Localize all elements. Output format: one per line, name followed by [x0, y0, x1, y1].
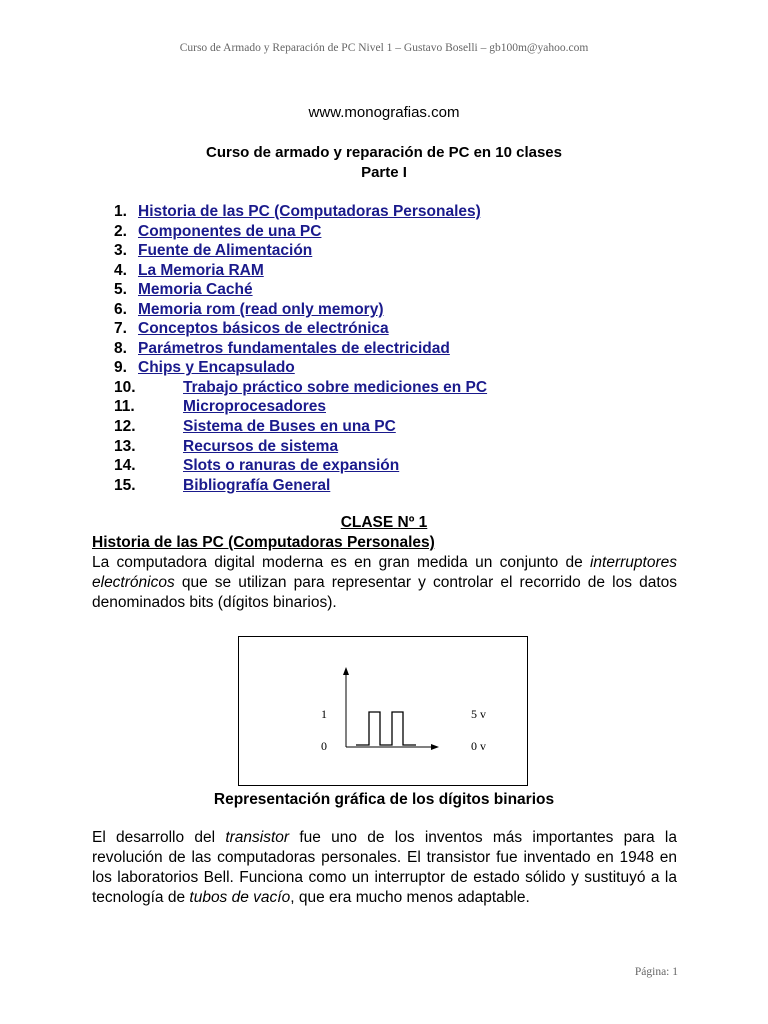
section-title: Historia de las PC (Computadoras Personales) — [92, 534, 435, 551]
toc-item — [114, 319, 389, 339]
toc-item — [114, 241, 313, 261]
transistor-emphasis: transistor — [225, 829, 290, 846]
toc-number: 5. — [114, 281, 127, 299]
intro-text-b: que se utilizan para representar y controlar el recorrido de los datos denominados bits (dígitos binarios). — [92, 574, 677, 611]
toc-link[interactable]: Componentes de una PC — [138, 222, 322, 240]
toc-item — [114, 456, 400, 476]
page-number: Página: 1 — [634, 966, 678, 978]
transistor-text-a: El desarrollo del — [92, 829, 226, 846]
transistor-text-c: , que era mucho menos adaptable. — [290, 889, 530, 906]
course-title-line2: Parte I — [361, 164, 407, 181]
toc-link[interactable]: Sistema de Buses en una PC — [183, 418, 396, 436]
toc-item — [114, 378, 488, 398]
toc-item — [114, 202, 481, 222]
toc-link[interactable]: Historia de las PC (Computadoras Personales) — [138, 203, 481, 220]
square-wave-signal — [356, 712, 416, 745]
label-0v: 0 v — [471, 739, 486, 753]
label-one: 1 — [321, 707, 327, 721]
y-axis-arrow — [343, 667, 349, 675]
toc-number: 9. — [114, 359, 127, 377]
toc-link[interactable]: La Memoria RAM — [138, 261, 264, 279]
toc-number: 4. — [114, 261, 127, 279]
intro-text-a: La computadora digital moderna es en gran medida un conjunto de — [92, 554, 590, 571]
toc-link[interactable]: Recursos de sistema — [183, 437, 339, 455]
toc-item — [114, 397, 326, 417]
binary-digits-figure — [238, 636, 528, 786]
toc-item — [114, 300, 384, 320]
page-header: Curso de Armado y Reparación de PC Nivel 1 – Gustavo Boselli – gb100m@yahoo.com — [179, 42, 589, 54]
toc-link[interactable]: Memoria Caché — [138, 281, 253, 299]
toc-number: 10. — [114, 378, 136, 396]
intro-paragraph — [92, 553, 677, 613]
toc-link[interactable]: Parámetros fundamentales de electricidad — [138, 339, 450, 357]
toc-link[interactable]: Conceptos básicos de electrónica — [138, 320, 389, 338]
toc-item — [114, 417, 396, 437]
toc-item — [114, 280, 253, 300]
table-of-contents — [114, 202, 488, 495]
transistor-text-b: fue uno de los inventos más importantes para la revolución de las computadoras personales. El transistor fue inventado en 1948 en los laboratorios Bell. Funciona como un interruptor de estado sólido y sustituyó a la tecnología de — [92, 829, 677, 906]
toc-item — [114, 261, 264, 281]
toc-item — [114, 437, 339, 457]
toc-link[interactable]: Bibliografía General — [183, 476, 331, 494]
transistor-paragraph — [92, 828, 677, 908]
toc-link[interactable]: Memoria rom (read only memory) — [138, 300, 384, 318]
x-axis-arrow — [431, 744, 439, 750]
label-zero: 0 — [321, 739, 327, 753]
binary-waveform-diagram — [239, 637, 529, 787]
class-heading: CLASE Nº 1 — [340, 514, 428, 531]
toc-item — [114, 222, 322, 242]
toc-number: 2. — [114, 222, 127, 240]
site-url: www.monografias.com — [308, 104, 460, 121]
toc-number: 12. — [114, 418, 136, 436]
toc-link[interactable]: Fuente de Alimentación — [138, 242, 313, 260]
vacuum-tube-emphasis: tubos de vacío — [189, 889, 291, 906]
label-5v: 5 v — [471, 707, 486, 721]
toc-number: 14. — [114, 457, 136, 475]
toc-number: 15. — [114, 476, 136, 494]
toc-number: 11. — [114, 398, 135, 416]
toc-item — [114, 476, 331, 496]
figure-caption: Representación gráfica de los dígitos binarios — [213, 791, 555, 808]
toc-link[interactable]: Trabajo práctico sobre mediciones en PC — [183, 378, 488, 396]
toc-item — [114, 339, 450, 359]
course-title-line1: Curso de armado y reparación de PC en 10 clases — [206, 144, 562, 161]
toc-number: 8. — [114, 339, 127, 357]
toc-number: 3. — [114, 242, 127, 260]
toc-link[interactable]: Microprocesadores — [183, 398, 326, 416]
intro-emphasis: interruptores electrónicos — [92, 554, 677, 591]
toc-number: 13. — [114, 437, 136, 455]
toc-link[interactable]: Slots o ranuras de expansión — [183, 457, 400, 475]
toc-number: 7. — [114, 320, 127, 338]
toc-number: 1. — [114, 203, 127, 220]
toc-number: 6. — [114, 300, 127, 318]
course-title — [0, 143, 768, 183]
toc-item — [114, 358, 295, 378]
toc-link[interactable]: Chips y Encapsulado — [138, 359, 295, 377]
